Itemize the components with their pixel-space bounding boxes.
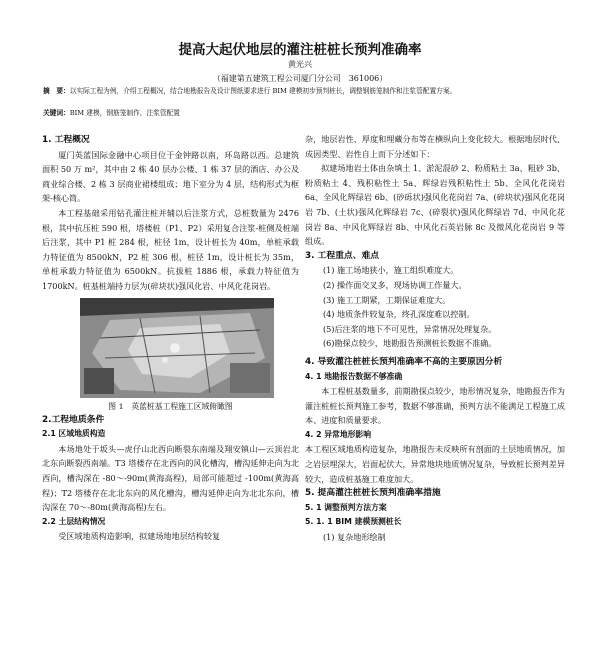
- paper-title: 提高大起伏地层的灌注桩桩长预判准确率: [178, 42, 422, 58]
- section-2-heading: 2.工程地质条件: [42, 414, 105, 425]
- section-3-item: (2) 操作面交叉多，现场协调工作量大。: [323, 279, 467, 290]
- abstract: [43, 86, 565, 96]
- section-4-2-heading: 4. 2 异常地形影响: [305, 429, 372, 439]
- section-3-heading: 3. 工程重点、难点: [305, 250, 380, 261]
- keywords-text: BIM 建模，钢筋笼制作，注浆管配置: [69, 109, 180, 117]
- section-2-2-heading: 2.2 土层结构情况: [42, 516, 106, 526]
- keywords-label: 关键词：: [43, 109, 70, 117]
- section-1-paragraph-1: 厦门英蓝国际金融中心项目位于金钟路以南，环岛路以西。总建筑面积 50 万 m²，其中由 2 栋 40 层办公楼、1 栋 37 层的酒店、办公及商业综合楼、2 栋 3 层商业裙楼组成；地下室分为 4 层，结构形式为框架-核心筒。: [42, 149, 299, 204]
- section-3-item: (6)勘探点较少，地勘报告预测桩长数据不准确。: [323, 338, 497, 349]
- section-5-heading: 5. 提高灌注桩桩长预判准确率措施: [305, 488, 441, 499]
- section-2-2-continued: 杂，地层岩性、厚度和埋藏分布等在横纵向上变化较大。根据地层时代、成因类型、岩性自上而下分述如下：: [305, 134, 565, 159]
- author-name: 黄光兴: [288, 60, 312, 69]
- author-affiliation: （福建第五建筑工程公司厦门分公司 361006）: [212, 74, 388, 83]
- section-5-1-heading: 5. 1 调整预判方法方案: [305, 502, 387, 512]
- section-3-item: (1) 施工场地狭小，施工组织难度大。: [323, 265, 459, 276]
- section-1-paragraph-2: 本工程基础采用钻孔灌注桩并辅以后注浆方式，总桩数量为 2476 根，其中抗压桩 590 根，塔楼桩（P1、P2）采用复合注浆-桩侧及桩端后注浆，其中 P1 桩 284 根，桩径 1m，设计桩长为 40m，单桩承载力特征值为 8500kN，P2 桩 306 根，桩径 1m，设计桩长为 35m，单桩承载力特征值为 6500kN。抗拔桩 1886 根，承载力特征值为 1700kN。桩基桩端持力层为(碎块状)强风化岩、中风化花岗岩。: [42, 207, 299, 291]
- section-3-item: (5)后注浆的地下不可见性，异常情况处理复杂。: [323, 323, 497, 334]
- section-1-heading: 1. 工程概况: [42, 135, 90, 145]
- section-3-item: (4) 地质条件较复杂，终孔深度难以控制。: [323, 309, 475, 320]
- abstract-label: 摘 要：: [43, 87, 70, 95]
- section-5-1-1-item: (1) 复杂地形绘制: [323, 532, 386, 543]
- abstract-text: 以实际工程为例，介绍工程概况，结合地勘报告及设计图纸要求进行 BIM 建模初步预判桩长，调整钢筋笼制作和注浆管配置方案。: [69, 87, 457, 95]
- section-4-2-text: 本工程区域地质构造复杂，地勘报告未反映所有剖面的土层地质情况，加之岩层埋深大，岩面起伏大，异常地块地质情况复杂，导致桩长预判差异较大，造成桩基施工难度加大。: [305, 444, 565, 484]
- section-2-2-text: 受区域地质构造影响，拟建场地地层结构较复: [58, 531, 221, 542]
- figure-1-caption: 图 1 英蓝桩基工程施工区域俯瞰图: [108, 401, 233, 411]
- section-4-1-heading: 4. 1 地勘报告数据不够准确: [305, 371, 403, 381]
- section-5-1-1-heading: 5. 1. 1 BIM 建模预测桩长: [305, 517, 402, 527]
- keywords: [43, 108, 565, 118]
- section-3-item: (3) 施工工期紧，工期保证难度大。: [323, 294, 451, 305]
- right-column: [305, 132, 565, 545]
- section-4-1-text: 本工程桩基数量多，前期勘探点较少，地形情况复杂，地勘报告作为灌注桩桩长预判施工参考，数据不够准确，预判方法不能满足工程施工成本、进度和质量要求。: [305, 386, 565, 426]
- soil-layers-paragraph: 拟建场地岩土体由杂填土 1、淤泥混砂 2、粉质粘土 3a、粗砂 3b、粉质粘土 4、残积粘性土 5a、辉绿岩残积粘性土 5b、全风化花岗岩 6a、全风化辉绿岩 6b、(砂砾状)强风化花岗岩 7a、(碎块状)强风化花岗岩 7b、(土状)强风化辉绿岩 7c、(碎裂状)强风化辉绿岩 7d、中风化花岗岩 8a、中风化辉绿岩 8b、中风化石英岩脉 8c 及微风化花岗岩 9 等组成。: [305, 163, 565, 247]
- section-4-heading: 4. 导致灌注桩桩长预判准确率不高的主要原因分析: [305, 356, 503, 367]
- section-2-1-heading: 2.1 区域地质构造: [42, 429, 106, 439]
- figure-1-aerial-photo: [80, 298, 274, 398]
- left-column: [42, 133, 299, 544]
- section-2-1-text: 本场地处于坂头—虎仔山北西向断裂东南端及翔安镇山—云顶岩北北东向断裂西南端。T3 塔楼存在北西向的风化槽沟，槽沟延伸走向为北西向，槽沟深在 -80～-90m(黄海高程)，局部可能超过 -100m(黄海高程)；T2 塔楼存在北北东向的风化槽沟，槽沟延伸走向为北北东向，槽沟深在 70～-80m(黄海高程)左右。: [42, 443, 299, 513]
